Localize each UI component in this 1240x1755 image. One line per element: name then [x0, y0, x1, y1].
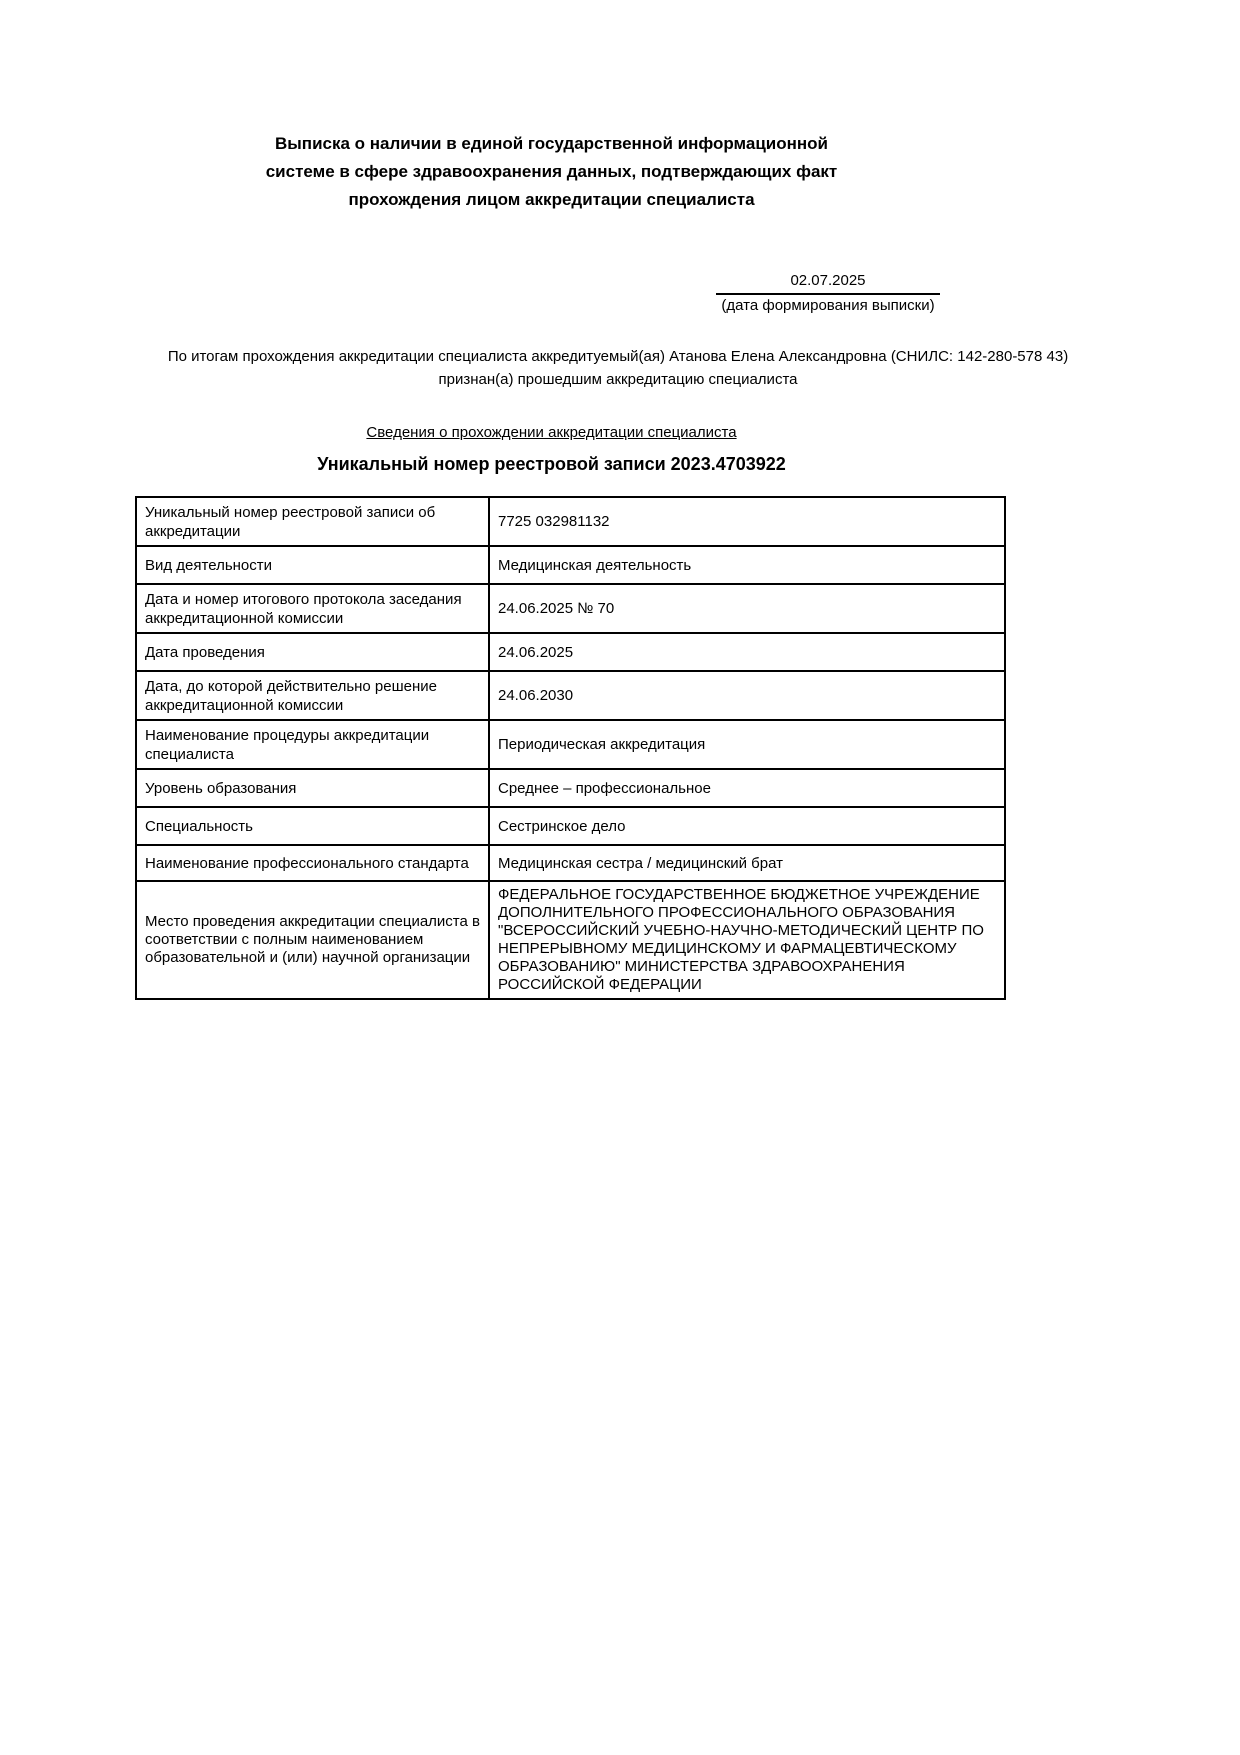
- table-row: [136, 769, 1005, 807]
- row-value: 24.06.2025: [489, 633, 1005, 671]
- section-heading-text: Сведения о прохождении аккредитации специалиста: [366, 424, 737, 441]
- accreditation-table: [135, 496, 1006, 1000]
- row-value: Медицинская деятельность: [489, 546, 1005, 584]
- table-row: [136, 720, 1005, 769]
- row-label: Наименование профессионального стандарта: [136, 845, 489, 881]
- row-value: Среднее – профессиональное: [489, 769, 1005, 807]
- table-row: [136, 584, 1005, 633]
- row-value: ФЕДЕРАЛЬНОЕ ГОСУДАРСТВЕННОЕ БЮДЖЕТНОЕ УЧРЕЖДЕНИЕ ДОПОЛНИТЕЛЬНОГО ПРОФЕССИОНАЛЬНОГО ОБРАЗОВАНИЯ "ВСЕРОССИЙСКИЙ УЧЕБНО-НАУЧНО-МЕТОДИЧЕСКИЙ ЦЕНТР ПО НЕПРЕРЫВНОМУ МЕДИЦИНСКОМУ И ФАРМАЦЕВТИЧЕСКОМУ ОБРАЗОВАНИЮ" МИНИСТЕРСТВА ЗДРАВООХРАНЕНИЯ РОССИЙСКОЙ ФЕДЕРАЦИИ: [489, 881, 1005, 999]
- section-heading: [135, 423, 968, 443]
- table-row: [136, 671, 1005, 720]
- row-label: Уникальный номер реестровой записи об аккредитации: [136, 497, 489, 546]
- row-value: 7725 032981132: [489, 497, 1005, 546]
- row-label: Уровень образования: [136, 769, 489, 807]
- registry-number-heading: Уникальный номер реестровой записи 2023.4703922: [317, 454, 786, 474]
- intro-paragraph: По итогам прохождения аккредитации специалиста аккредитуемый(ая) Атанова Елена Александровна (СНИЛС: 142-280-578 43) признан(а) прошедшим аккредитацию специалиста: [167, 348, 1069, 388]
- table-row: [136, 546, 1005, 584]
- row-value: Периодическая аккредитация: [489, 720, 1005, 769]
- row-value: 24.06.2025 № 70: [489, 584, 1005, 633]
- row-label: Наименование процедуры аккредитации специалиста: [136, 720, 489, 769]
- row-label: Дата, до которой действительно решение аккредитационной комиссии: [136, 671, 489, 720]
- table-row: [136, 881, 1005, 999]
- table-row: [136, 497, 1005, 546]
- row-label: Дата проведения: [136, 633, 489, 671]
- table-row: [136, 807, 1005, 845]
- document-title: [135, 130, 968, 214]
- row-value: 24.06.2030: [489, 671, 1005, 720]
- table-row: [136, 633, 1005, 671]
- document-title-line-3: прохождения лицом аккредитации специалиста: [348, 190, 755, 209]
- formation-date-caption: (дата формирования выписки): [721, 297, 935, 314]
- row-value: Сестринское дело: [489, 807, 1005, 845]
- document-title-line-1: Выписка о наличии в единой государственной информационной: [275, 134, 828, 153]
- formation-date-value: 02.07.2025: [716, 272, 940, 295]
- date-block: [716, 272, 940, 315]
- row-label: Специальность: [136, 807, 489, 845]
- row-label: Место проведения аккредитации специалиста в соответствии с полным наименованием образовательной и (или) научной организации: [136, 881, 489, 999]
- row-label: Дата и номер итогового протокола заседания аккредитационной комиссии: [136, 584, 489, 633]
- table-row: [136, 845, 1005, 881]
- document-title-line-2: системе в сфере здравоохранения данных, подтверждающих факт: [265, 162, 838, 181]
- row-value: Медицинская сестра / медицинский брат: [489, 845, 1005, 881]
- row-label: Вид деятельности: [136, 546, 489, 584]
